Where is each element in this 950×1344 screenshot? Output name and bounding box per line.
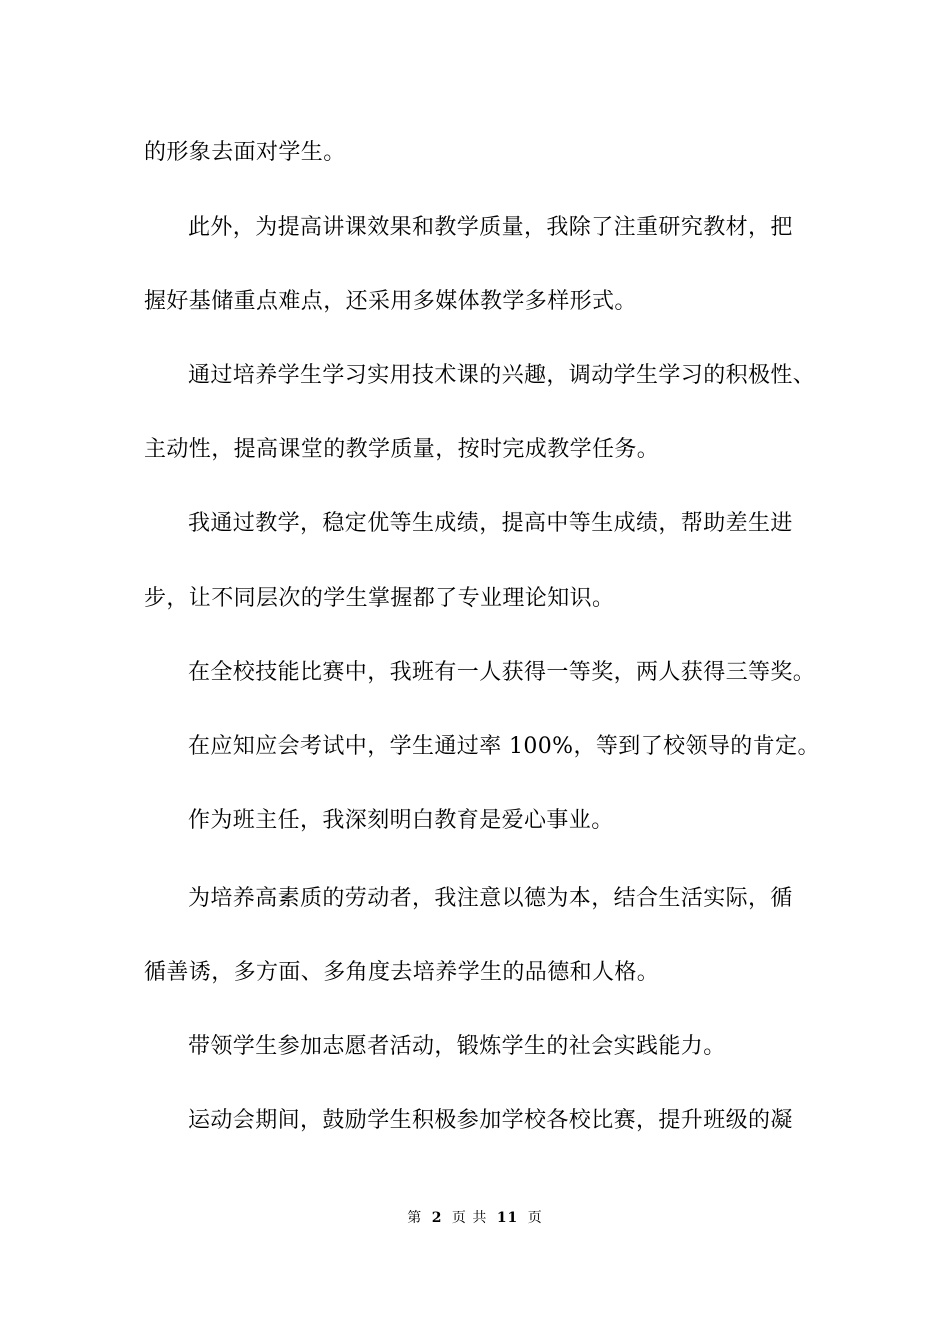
- current-page-number: 2: [431, 1210, 443, 1226]
- footer-prefix: 第: [407, 1210, 423, 1226]
- page-footer: [0, 1208, 950, 1228]
- total-pages-number: 11: [496, 1210, 519, 1226]
- text-line-4: 通过培养学生学习实用技术课的兴趣，调动学生学习的积极性、: [188, 363, 816, 388]
- text-line-12: 循善诱，多方面、多角度去培养学生的品德和人格。: [144, 960, 660, 985]
- text-line-3: 握好基储重点难点，还采用多媒体教学多样形式。: [144, 289, 637, 314]
- text-line-14: 运动会期间，鼓励学生积极参加学校各校比赛，提升班级的凝: [188, 1108, 793, 1133]
- text-line-2: 此外，为提高讲课效果和教学质量，我除了注重研究教材，把: [188, 215, 793, 240]
- text-line-5: 主动性，提高课堂的教学质量，按时完成教学任务。: [144, 437, 660, 462]
- footer-middle: 页 共: [451, 1210, 488, 1226]
- text-line-13: 带领学生参加志愿者活动，锻炼学生的社会实践能力。: [188, 1034, 726, 1059]
- text-line-1: 的形象去面对学生。: [144, 140, 346, 165]
- text-line-8: 在全校技能比赛中，我班有一人获得一等奖，两人获得三等奖。: [188, 660, 816, 685]
- text-line-6: 我通过教学，稳定优等生成绩，提高中等生成绩，帮助差生进: [188, 511, 793, 536]
- footer-suffix: 页: [527, 1210, 543, 1226]
- text-line-10: 作为班主任，我深刻明白教育是爱心事业。: [188, 808, 614, 833]
- text-line-11: 为培养高素质的劳动者，我注意以德为本，结合生活实际，循: [188, 886, 793, 911]
- text-line-7: 步，让不同层次的学生掌握都了专业理论知识。: [144, 586, 615, 611]
- text-line-9: 在应知应会考试中，学生通过率 100%，等到了校领导的肯定。: [188, 734, 820, 759]
